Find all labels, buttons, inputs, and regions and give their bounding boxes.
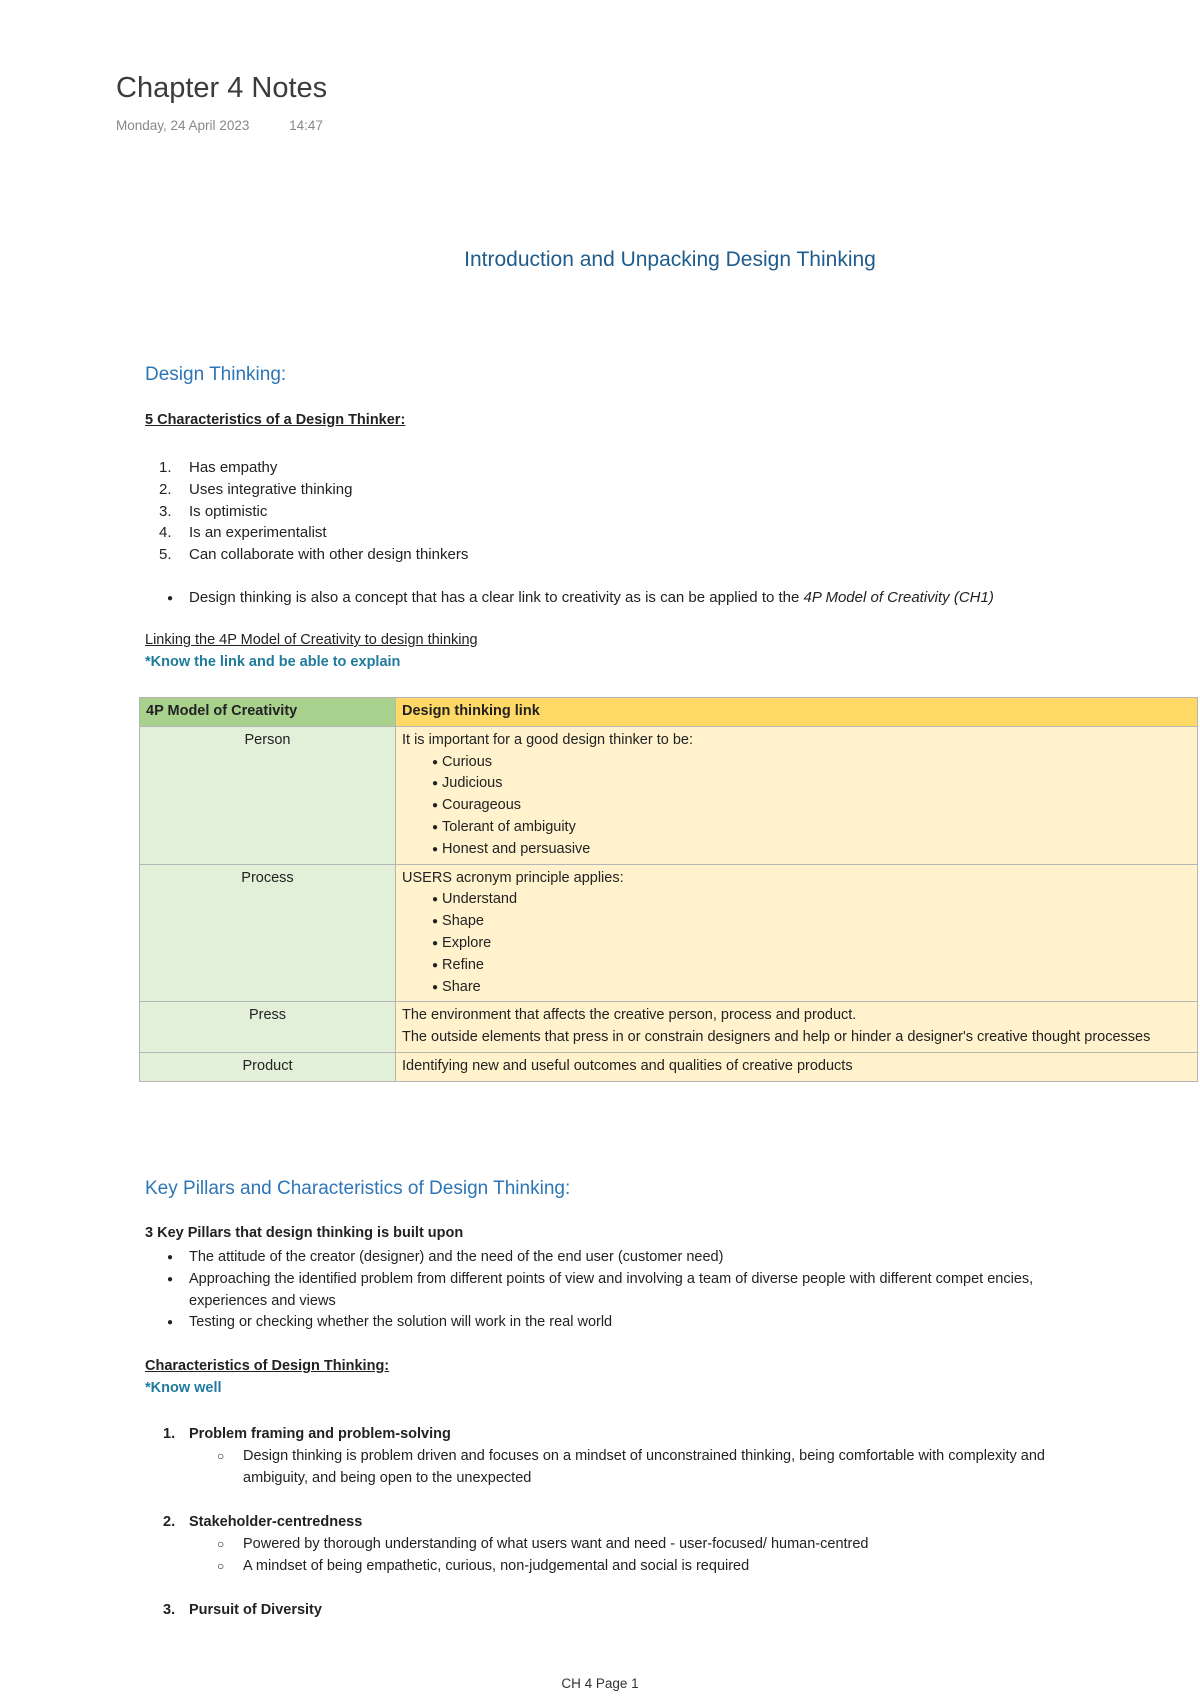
bullet-icon: ● xyxy=(432,800,439,812)
table-cell-label: Person xyxy=(140,726,396,864)
table-cell-content: It is important for a good design thinker to be: ● Curious ● Judicious ● Courageous ● Tolerant of ambiguity ● Honest and persuasive xyxy=(396,726,1198,864)
bullet-icon: ● xyxy=(432,981,439,993)
list-item: ● Testing or checking whether the solution will work in the real world xyxy=(145,1312,1033,1334)
main-heading: Introduction and Unpacking Design Thinking xyxy=(464,248,876,271)
char-title: Characteristics of Design Thinking: xyxy=(145,1358,390,1374)
table-row-product xyxy=(140,1052,1198,1081)
bullet-icon: ● xyxy=(432,937,439,949)
bullet-icon: ● xyxy=(432,778,439,790)
list-item: 5. Can collaborate with other design thinkers xyxy=(159,546,469,564)
list-item: 2. Uses integrative thinking xyxy=(159,480,353,498)
link-title: Linking the 4P Model of Creativity to design thinking xyxy=(145,632,478,648)
bullet-icon: ● xyxy=(432,843,439,855)
section-heading-key-pillars: Key Pillars and Characteristics of Design Thinking: xyxy=(145,1178,571,1199)
circle-bullet-icon: ○ xyxy=(217,1536,225,1551)
bullet-icon: ● xyxy=(167,1252,174,1263)
table-cell-content: USERS acronym principle applies: ● Understand ● Shape ● Explore ● Refine ● Share xyxy=(396,864,1198,1002)
creativity-bullet: ● Design thinking is also a concept that has a clear link to creativity as is can be applied to the 4P Model of Creativity (CH1) xyxy=(145,587,994,609)
list-item: 4. Is an experimentalist xyxy=(159,524,327,542)
table-row-person xyxy=(140,726,1198,864)
circle-bullet-icon: ○ xyxy=(217,1448,225,1463)
table-header-model: 4P Model of Creativity xyxy=(140,698,396,727)
table-cell-label: Product xyxy=(140,1052,396,1081)
creativity-table xyxy=(139,697,1198,1082)
page-footer: CH 4 Page 1 xyxy=(561,1676,639,1691)
bullet-icon: ● xyxy=(432,959,439,971)
bullet-icon: ● xyxy=(432,894,439,906)
list-item: ● Approaching the identified problem from different points of view and involving a team of diverse people with different compet encies, xyxy=(145,1269,1033,1291)
characteristic-2: 2. Stakeholder-centredness ○ Powered by thorough understanding of what users want and need - user-focused/ human-centred ○ A mindset of being empathetic, curious, non-judgemental and social is required xyxy=(145,1512,869,1577)
page-time: 14:47 xyxy=(289,118,323,133)
bullet-icon: ● xyxy=(167,593,174,604)
bullet-icon: ● xyxy=(167,1317,174,1329)
table-row-process xyxy=(140,864,1198,1002)
bullet-icon: ● xyxy=(167,1273,174,1285)
table-cell-label: Press xyxy=(140,1002,396,1053)
bullet-icon: ● xyxy=(432,821,439,833)
bullet-icon: ● xyxy=(432,916,439,928)
bullet-icon: ● xyxy=(432,756,439,768)
table-cell-content: Identifying new and useful outcomes and qualities of creative products xyxy=(396,1052,1198,1081)
pillars-title: 3 Key Pillars that design thinking is built upon xyxy=(145,1225,464,1241)
list-item-continuation: experiences and views xyxy=(189,1292,336,1309)
table-header-link: Design thinking link xyxy=(396,698,1198,727)
circle-bullet-icon: ○ xyxy=(217,1558,225,1573)
char-note: *Know well xyxy=(145,1380,222,1396)
characteristic-1: 1. Problem framing and problem-solving ○ Design thinking is problem driven and focuses on a mindset of unconstrained thinking, being comfortable with complexity and ambiguity, and being open to the unexpected xyxy=(163,1426,1045,1486)
model-reference: 4P Model of Creativity (CH1) xyxy=(803,589,994,606)
page-title: Chapter 4 Notes xyxy=(116,72,328,104)
page-date: Monday, 24 April 2023 xyxy=(116,118,250,133)
characteristic-3: 3. Pursuit of Diversity xyxy=(163,1602,322,1618)
section-heading-design-thinking: Design Thinking: xyxy=(145,364,287,385)
page-meta xyxy=(116,118,323,133)
table-cell-content: The environment that affects the creative person, process and product. The outside elements that press in or constrain designers and help or hinder a designer's creative thought processes xyxy=(396,1002,1198,1053)
characteristics-list xyxy=(145,457,468,566)
table-row-press xyxy=(140,1002,1198,1053)
characteristics-title: 5 Characteristics of a Design Thinker: xyxy=(145,412,406,428)
table-header-row xyxy=(140,698,1198,727)
list-item: 1. Has empathy xyxy=(159,459,278,476)
list-item: ● The attitude of the creator (designer) and the need of the end user (customer need) xyxy=(145,1247,1033,1269)
list-item: 3. Is optimistic xyxy=(159,502,268,520)
table-cell-label: Process xyxy=(140,864,396,1002)
pillars-list xyxy=(145,1247,1033,1334)
link-note: *Know the link and be able to explain xyxy=(145,654,401,670)
